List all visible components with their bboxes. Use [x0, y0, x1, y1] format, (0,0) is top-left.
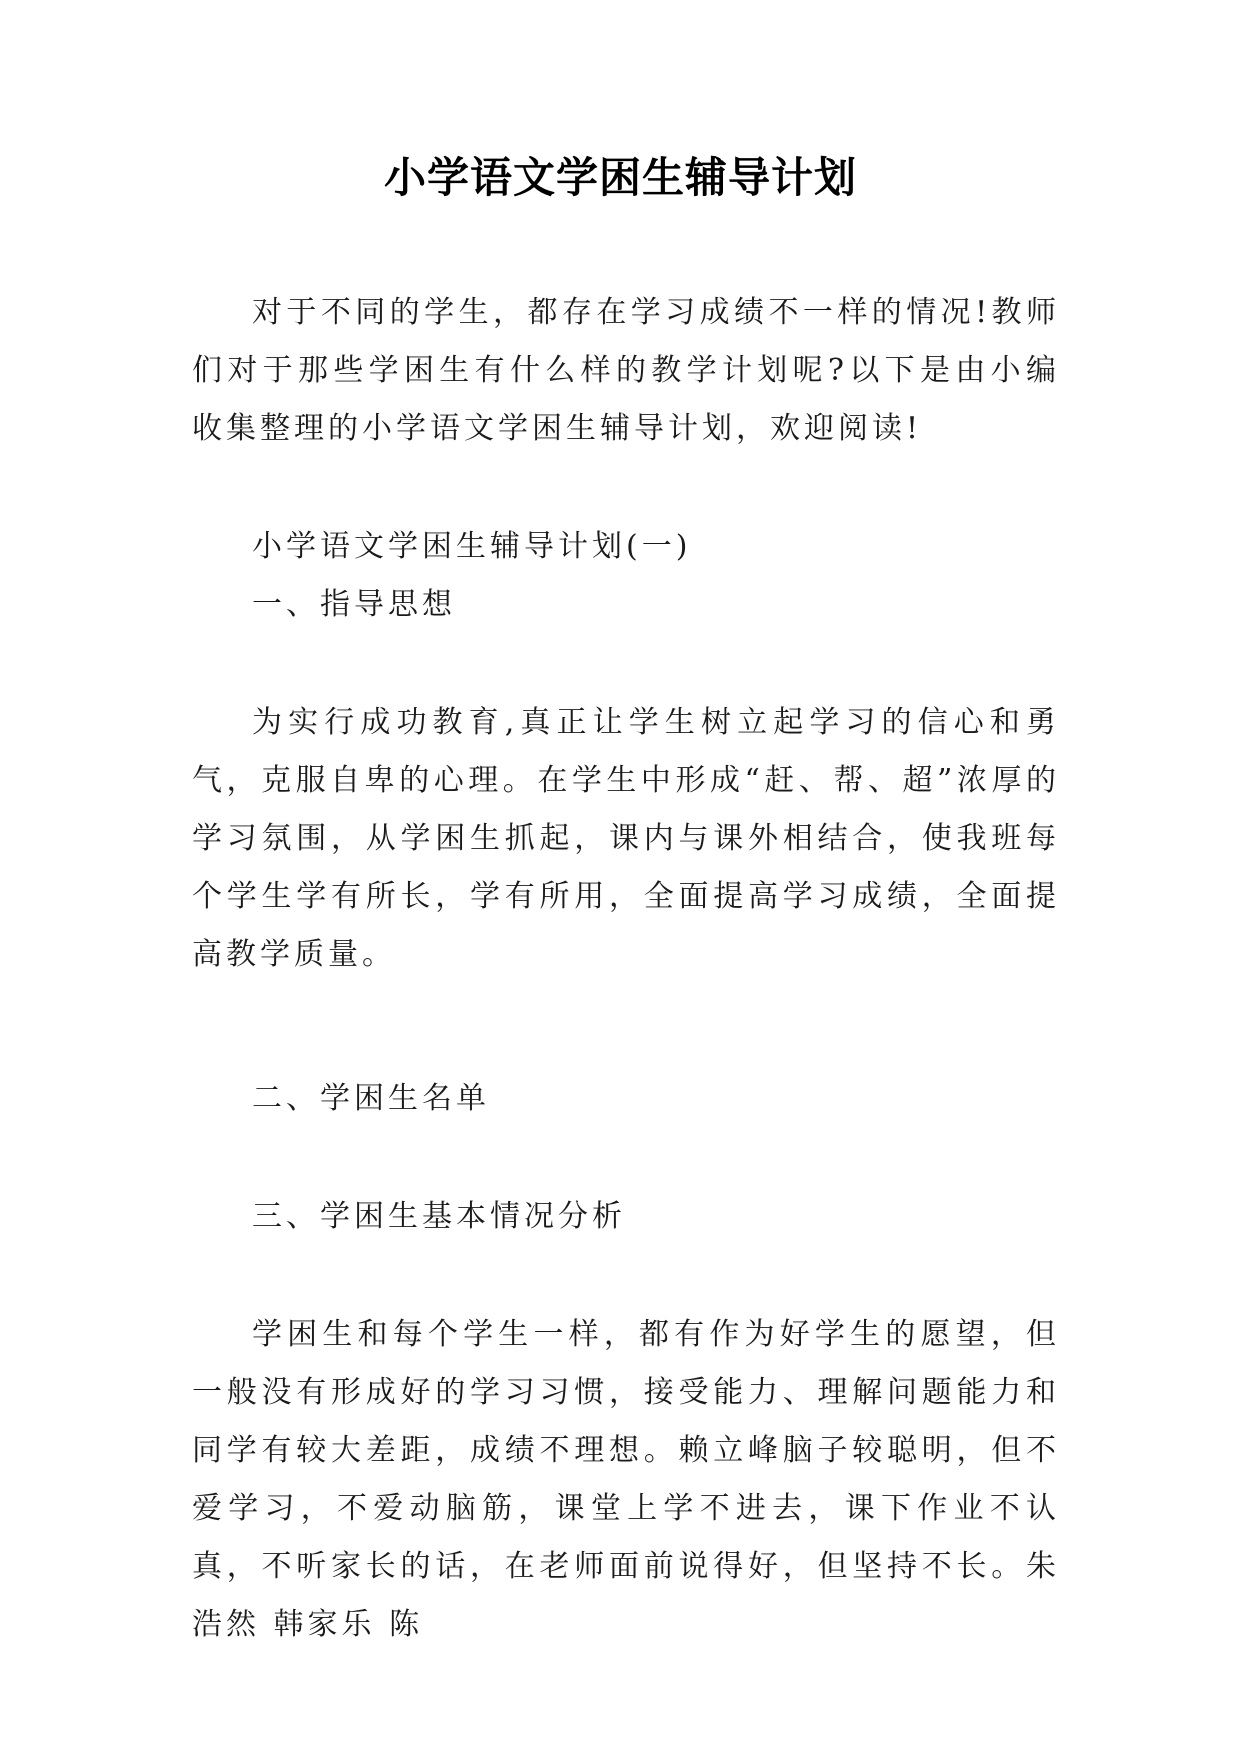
section-title-plan-one: 小学语文学困生辅导计划(一) [252, 529, 692, 564]
heading-student-list: 二、学困生名单 [252, 1081, 490, 1116]
situation-analysis-paragraph: 学困生和每个学生一样，都有作为好学生的愿望，但一般没有形成好的学习习惯，接受能力、理解问题能力和同学有较大差距，成绩不理想。赖立峰脑子较聪明，但不爱学习，不爱动脑筋，课堂上学不进去，课下作业不认真，不听家长的话，在老师面前说得好，但坚持不长。朱浩然 韩家乐 陈 [192, 1317, 1060, 1642]
document-body [192, 284, 1060, 1654]
guiding-ideology-paragraph: 为实行成功教育,真正让学生树立起学习的信心和勇气，克服自卑的心理。在学生中形成“赶、帮、超”浓厚的学习氛围，从学困生抓起，课内与课外相结合，使我班每个学生学有所长，学有所用，全面提高学习成绩，全面提高教学质量。 [192, 705, 1060, 972]
heading-situation-analysis: 三、学困生基本情况分析 [252, 1199, 626, 1234]
intro-paragraph: 对于不同的学生，都存在学习成绩不一样的情况!教师们对于那些学困生有什么样的教学计划呢?以下是由小编收集整理的小学语文学困生辅导计划，欢迎阅读! [192, 295, 1060, 446]
heading-guiding-ideology: 一、指导思想 [252, 587, 456, 622]
document-title: 小学语文学困生辅导计划 [383, 153, 857, 202]
